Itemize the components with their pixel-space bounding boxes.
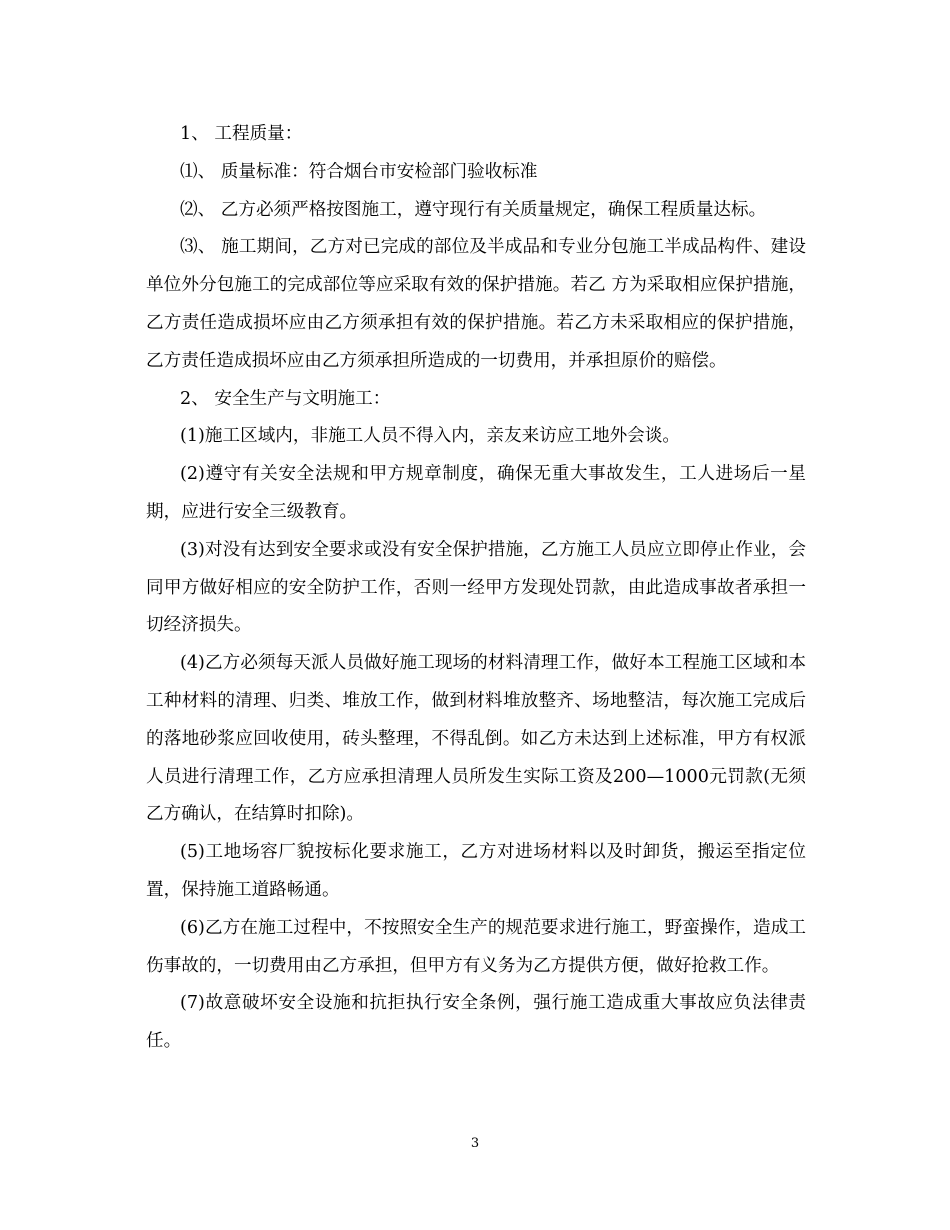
safety-clause-3: (3)对没有达到安全要求或没有安全保护措施，乙方施工人员应立即停止作业，会同甲方做好相应的安全防护工作，否则一经甲方发现处罚款，由此造成事故者承担一切经济损失。	[146, 539, 806, 636]
quality-clause-2: ⑵、 乙方必须严格按图施工，遵守现行有关质量规定，确保工程质量达标。	[180, 199, 767, 220]
page-number: 3	[470, 1136, 480, 1151]
safety-clause-5: (5)工地场容厂貌按标化要求施工，乙方对进场材料以及时卸货，搬运至指定位置，保持施工道路畅通。	[146, 842, 806, 900]
safety-clause-7: (7)故意破坏安全设施和抗拒执行安全条例，强行施工造成重大事故应负法律责任。	[146, 993, 806, 1052]
section-heading-quality: 1、 工程质量：	[180, 124, 303, 144]
safety-clause-6: (6)乙方在施工过程中，不按照安全生产的规范要求进行施工，野蛮操作，造成工伤事故的，一切费用由乙方承担，但甲方有义务为乙方提供方便，做好抢救工作。	[146, 917, 806, 976]
document-body	[146, 116, 806, 1061]
safety-clause-2: (2)遵守有关安全法规和甲方规章制度，确保无重大事故发生，工人进场后一星期，应进行安全三级教育。	[146, 464, 806, 522]
quality-clause-3: ⑶、 施工期间，乙方对已完成的部位及半成品和专业分包施工半成品构件、建设单位外分包施工的完成部位等应采取有效的保护措施。若乙 方为采取相应保护措施，乙方责任造成损坏应由乙方须承担有效的保护措施。若乙方未采取相应的保护措施，乙方责任造成损坏应由乙方须承担所造成的一切费用，并承担原价的赔偿。	[146, 237, 806, 371]
safety-clause-1: (1)施工区域内，非施工人员不得入内，亲友来访应工地外会谈。	[180, 426, 680, 447]
quality-clause-1: ⑴、 质量标准：符合烟台市安检部门验收标准	[180, 161, 538, 182]
section-heading-safety: 2、 安全生产与文明施工：	[180, 388, 391, 409]
safety-clause-4: (4)乙方必须每天派人员做好施工现场的材料清理工作，做好本工程施工区域和本工种材料的清理、归类、堆放工作，做到材料堆放整齐、场地整洁，每次施工完成后的落地砂浆应回收使用，砖头整理，不得乱倒。如乙方未达到上述标准，甲方有权派人员进行清理工作，乙方应承担清理人员所发生实际工资及200—1000元罚款(无须乙方确认，在结算时扣除)。	[146, 653, 806, 825]
